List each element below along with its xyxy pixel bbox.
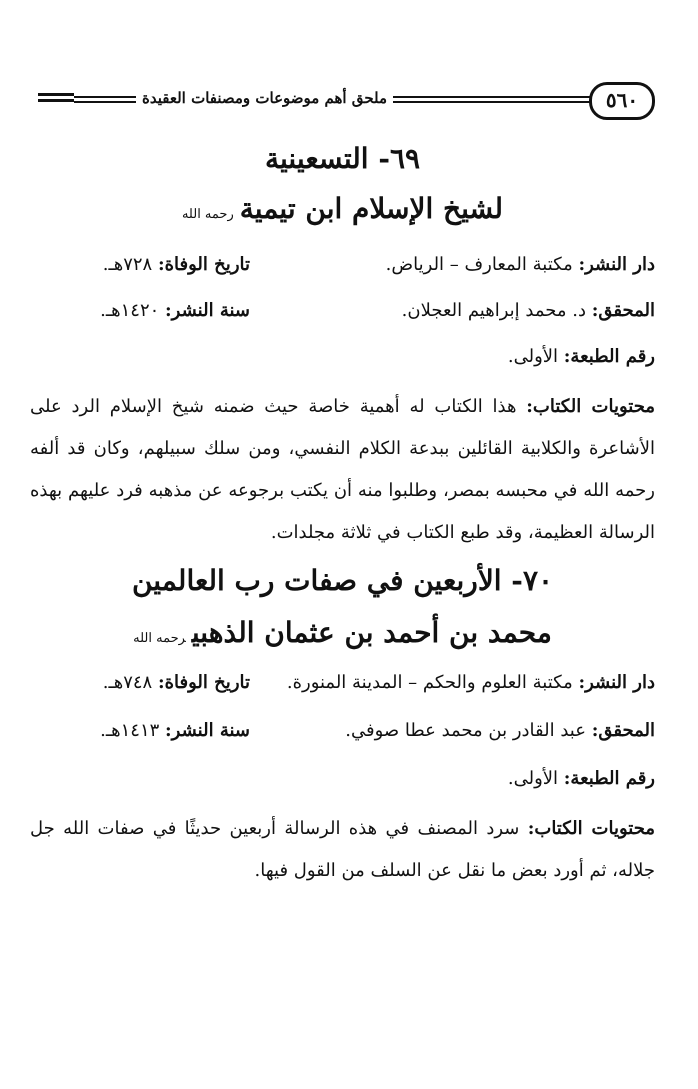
publish-year-label: سنة النشر: — [165, 300, 250, 321]
editor-label: المحقق: — [591, 720, 655, 741]
edition-label: رقم الطبعة: — [563, 346, 655, 367]
publish-year-label: سنة النشر: — [165, 720, 250, 741]
header-ornament — [38, 92, 74, 104]
honorific-glyph: رحمه الله — [133, 631, 186, 646]
page-number: ٥٦٠ — [589, 82, 655, 120]
entry-69-contents — [30, 386, 655, 554]
entry-70-title: ٧٠- الأربعين في صفات رب العالمين — [131, 564, 554, 597]
contents-label: محتويات الكتاب: — [527, 818, 655, 839]
editor-field — [402, 296, 655, 326]
entry-70-author-line — [30, 612, 655, 660]
entry-70-contents — [30, 808, 655, 892]
contents-value: هذا الكتاب له أهمية خاصة حيث ضمنه شيخ الإسلام الرد على الأشاعرة والكلابية القائلين ببدعة الكلام النفسي، ومن سلك سبيلهم، وكان قد ألفه رحمه الله في محبسه بمصر، وطلبوا منه أن يكتب برجوعه عن مذهبه فرد عليهم بهذه الرسالة العظيمة، وقد طبع الكتاب في ثلاثة مجلدات. — [30, 396, 655, 543]
running-title: ملحق أهم موضوعات ومصنفات العقيدة — [136, 84, 393, 112]
death-date-value: ٧٢٨هـ. — [102, 254, 153, 275]
edition-label: رقم الطبعة: — [563, 768, 655, 789]
editor-field — [345, 716, 655, 746]
entry-69-author-line — [30, 188, 655, 236]
publisher-label: دار النشر: — [578, 672, 655, 693]
publish-year-field — [100, 296, 250, 326]
contents-value: سرد المصنف في هذه الرسالة أربعين حديثًا في صفات الله جل جلاله، ثم أورد بعض ما نقل عن السلف من القول فيها. — [30, 818, 655, 881]
page-header — [30, 80, 655, 120]
edition-field — [508, 764, 655, 794]
publisher-label: دار النشر: — [578, 254, 655, 275]
publisher-value: مكتبة العلوم والحكم – المدينة المنورة. — [286, 672, 573, 693]
death-date-field — [103, 250, 250, 280]
entry-70-author: محمد بن أحمد بن عثمان الذهبي — [191, 616, 552, 649]
death-date-value: ٧٤٨هـ. — [102, 672, 153, 693]
death-date-label: تاريخ الوفاة: — [157, 672, 250, 693]
publish-year-value: ١٤٢٠هـ. — [100, 300, 160, 321]
editor-value: عبد القادر بن محمد عطا صوفي. — [345, 720, 586, 741]
death-date-label: تاريخ الوفاة: — [157, 254, 250, 275]
edition-field — [508, 342, 655, 372]
editor-label: المحقق: — [591, 300, 655, 321]
honorific-glyph: رحمه الله — [181, 207, 234, 222]
publisher-field — [287, 668, 655, 698]
contents-label: محتويات الكتاب: — [526, 396, 655, 417]
publish-year-value: ١٤١٣هـ. — [100, 720, 160, 741]
edition-value: الأولى. — [507, 768, 559, 789]
death-date-field — [103, 668, 250, 698]
entry-69-author: لشيخ الإسلام ابن تيمية — [239, 192, 504, 225]
publisher-field — [386, 250, 655, 280]
publish-year-field — [100, 716, 250, 746]
entry-69-title: ٦٩- التسعينية — [264, 142, 421, 175]
edition-value: الأولى. — [507, 346, 559, 367]
publisher-value: مكتبة المعارف – الرياض. — [385, 254, 573, 275]
editor-value: د. محمد إبراهيم العجلان. — [401, 300, 586, 321]
